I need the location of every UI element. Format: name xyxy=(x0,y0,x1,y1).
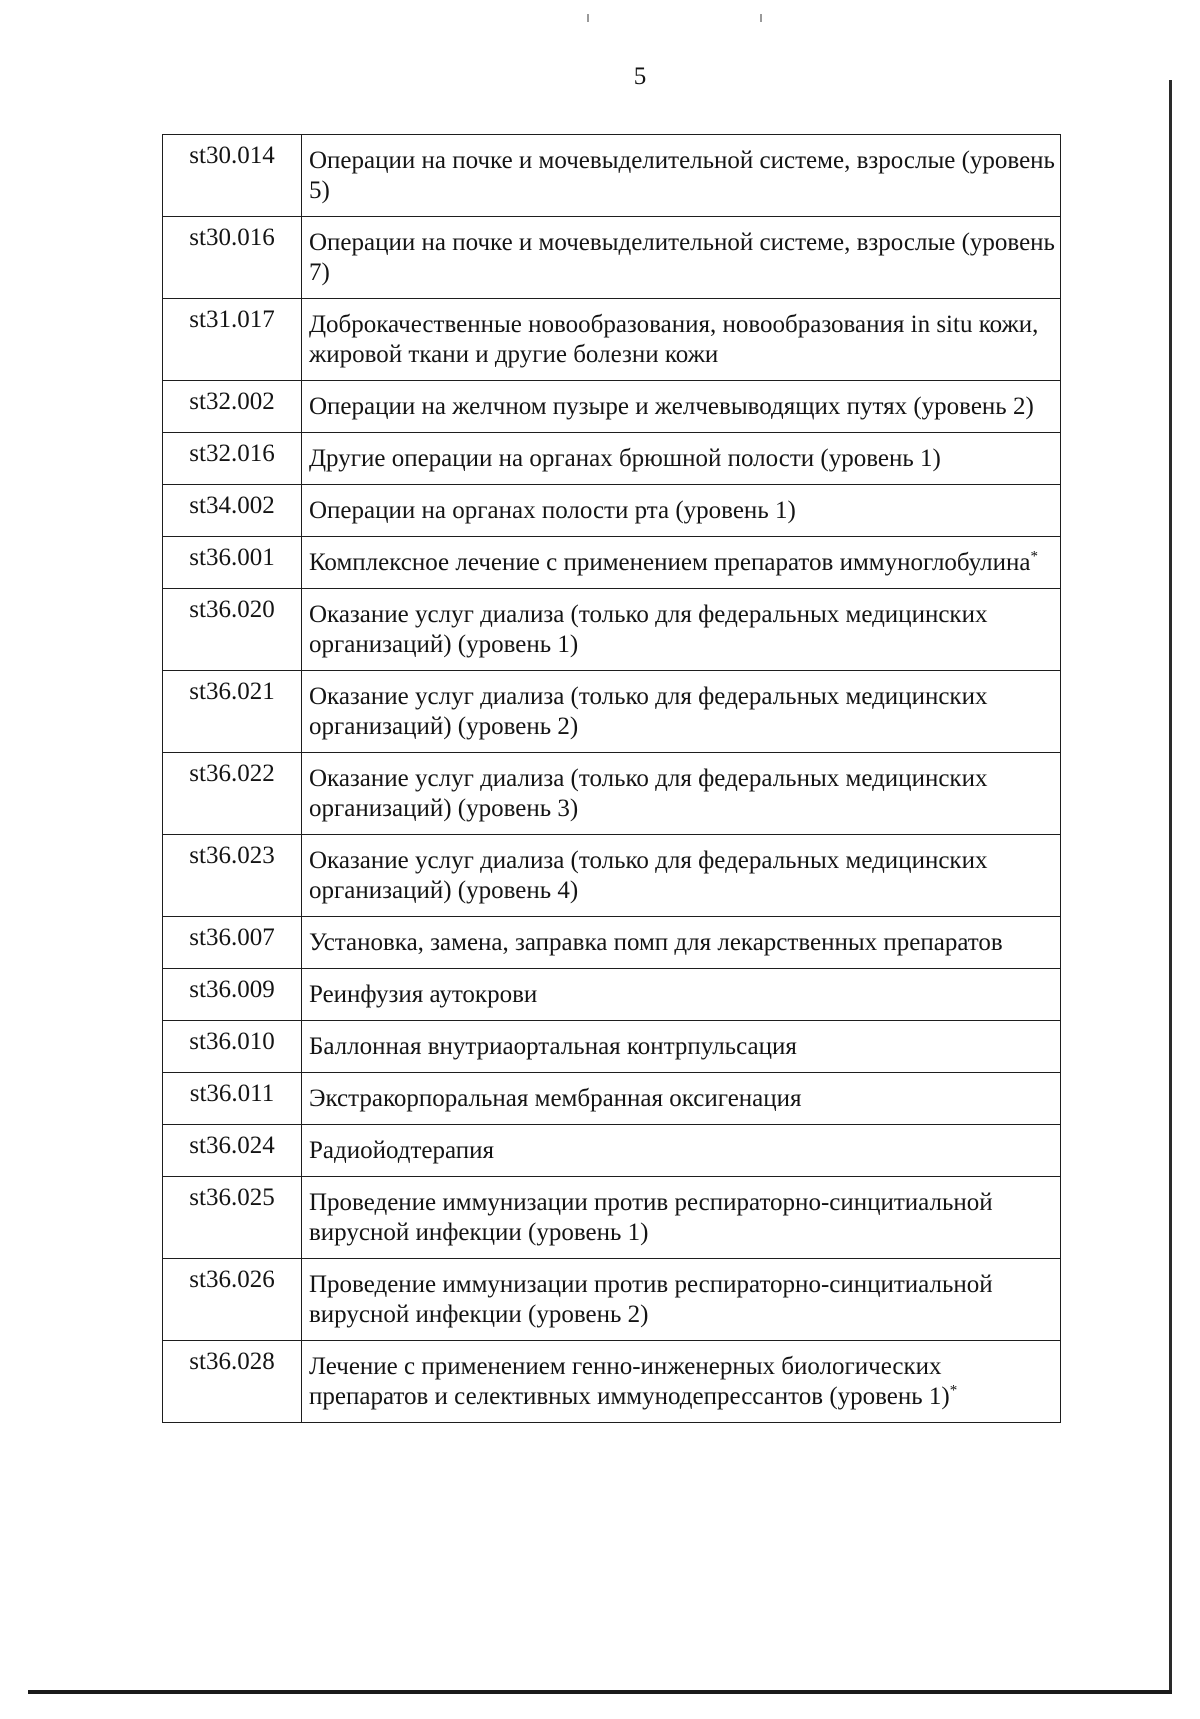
row-description-cell xyxy=(302,1021,1061,1073)
row-description: Операции на почке и мочевыделительной системе, взрослые (уровень 5) xyxy=(309,147,1055,204)
footnote-marker: * xyxy=(1030,548,1038,565)
codes-table-body xyxy=(163,135,1061,1423)
row-description-cell xyxy=(302,1177,1061,1259)
row-description: Баллонная внутриаортальная контрпульсация xyxy=(309,1033,797,1060)
row-description: Проведение иммунизации против респираторно-синцитиальной вирусной инфекции (уровень 1) xyxy=(309,1189,993,1246)
row-description: Оказание услуг диализа (только для федеральных медицинских организаций) (уровень 2) xyxy=(309,683,988,740)
row-description: Операции на органах полости рта (уровень 1) xyxy=(309,497,796,524)
row-code: st36.009 xyxy=(163,969,302,1021)
row-description-cell xyxy=(302,589,1061,671)
row-description-cell xyxy=(302,835,1061,917)
row-description-cell xyxy=(302,1073,1061,1125)
row-description-cell xyxy=(302,1259,1061,1341)
row-code: st36.001 xyxy=(163,537,302,589)
table-row xyxy=(163,1341,1061,1423)
row-description: Операции на желчном пузыре и желчевыводящих путях (уровень 2) xyxy=(309,393,1034,420)
row-description: Оказание услуг диализа (только для федеральных медицинских организаций) (уровень 1) xyxy=(309,601,988,658)
scan-edge-bottom xyxy=(28,1690,1172,1694)
row-description-cell xyxy=(302,217,1061,299)
table-row xyxy=(163,1259,1061,1341)
row-description-cell xyxy=(302,537,1061,589)
table-row xyxy=(163,835,1061,917)
row-description-cell xyxy=(302,753,1061,835)
table-row xyxy=(163,299,1061,381)
row-description-cell xyxy=(302,1125,1061,1177)
row-description: Оказание услуг диализа (только для федеральных медицинских организаций) (уровень 4) xyxy=(309,847,988,904)
row-description-cell xyxy=(302,1341,1061,1423)
table-row xyxy=(163,1073,1061,1125)
row-code: st36.011 xyxy=(163,1073,302,1125)
row-code: st30.014 xyxy=(163,135,302,217)
row-code: st36.023 xyxy=(163,835,302,917)
row-description-cell xyxy=(302,969,1061,1021)
row-code: st36.021 xyxy=(163,671,302,753)
row-description: Лечение с применением генно-инженерных биологических препаратов и селективных иммунодепрессантов (уровень 1) xyxy=(309,1353,950,1410)
table-row xyxy=(163,671,1061,753)
row-code: st36.025 xyxy=(163,1177,302,1259)
row-code: st34.002 xyxy=(163,485,302,537)
page-number: 5 xyxy=(633,63,647,90)
table-row xyxy=(163,135,1061,217)
row-code: st36.024 xyxy=(163,1125,302,1177)
row-description-cell xyxy=(302,299,1061,381)
row-description: Экстракорпоральная мембранная оксигенация xyxy=(309,1085,802,1112)
row-code: st36.020 xyxy=(163,589,302,671)
row-code: st36.022 xyxy=(163,753,302,835)
codes-table xyxy=(162,134,1061,1423)
table-row xyxy=(163,1125,1061,1177)
row-description: Реинфузия аутокрови xyxy=(309,981,538,1008)
table-row xyxy=(163,537,1061,589)
row-code: st31.017 xyxy=(163,299,302,381)
table-row xyxy=(163,917,1061,969)
row-description-cell xyxy=(302,135,1061,217)
scan-speck xyxy=(760,14,762,22)
table-row xyxy=(163,1177,1061,1259)
row-description: Комплексное лечение с применением препаратов иммуноглобулина xyxy=(309,549,1031,576)
table-row xyxy=(163,433,1061,485)
row-code: st36.028 xyxy=(163,1341,302,1423)
row-code: st32.016 xyxy=(163,433,302,485)
row-code: st36.007 xyxy=(163,917,302,969)
table-row xyxy=(163,753,1061,835)
row-code: st36.010 xyxy=(163,1021,302,1073)
scan-speck xyxy=(587,14,589,22)
table-row xyxy=(163,969,1061,1021)
row-description: Другие операции на органах брюшной полости (уровень 1) xyxy=(309,445,941,472)
table-row xyxy=(163,381,1061,433)
row-code: st32.002 xyxy=(163,381,302,433)
row-description: Проведение иммунизации против респираторно-синцитиальной вирусной инфекции (уровень 2) xyxy=(309,1271,993,1328)
row-description: Операции на почке и мочевыделительной системе, взрослые (уровень 7) xyxy=(309,229,1055,286)
scan-edge-right xyxy=(1169,80,1172,1694)
row-description-cell xyxy=(302,433,1061,485)
row-description-cell xyxy=(302,381,1061,433)
row-description: Доброкачественные новообразования, новообразования in situ кожи, жировой ткани и другие болезни кожи xyxy=(309,311,1039,368)
row-description: Установка, замена, заправка помп для лекарственных препаратов xyxy=(309,929,1003,956)
table-row xyxy=(163,217,1061,299)
row-description-cell xyxy=(302,671,1061,753)
row-description: Оказание услуг диализа (только для федеральных медицинских организаций) (уровень 3) xyxy=(309,765,988,822)
row-description: Радиойодтерапия xyxy=(309,1137,495,1164)
footnote-marker: * xyxy=(949,1382,958,1399)
table-row xyxy=(163,589,1061,671)
table-row xyxy=(163,485,1061,537)
row-description-cell xyxy=(302,917,1061,969)
row-code: st30.016 xyxy=(163,217,302,299)
table-row xyxy=(163,1021,1061,1073)
row-description-cell xyxy=(302,485,1061,537)
row-code: st36.026 xyxy=(163,1259,302,1341)
